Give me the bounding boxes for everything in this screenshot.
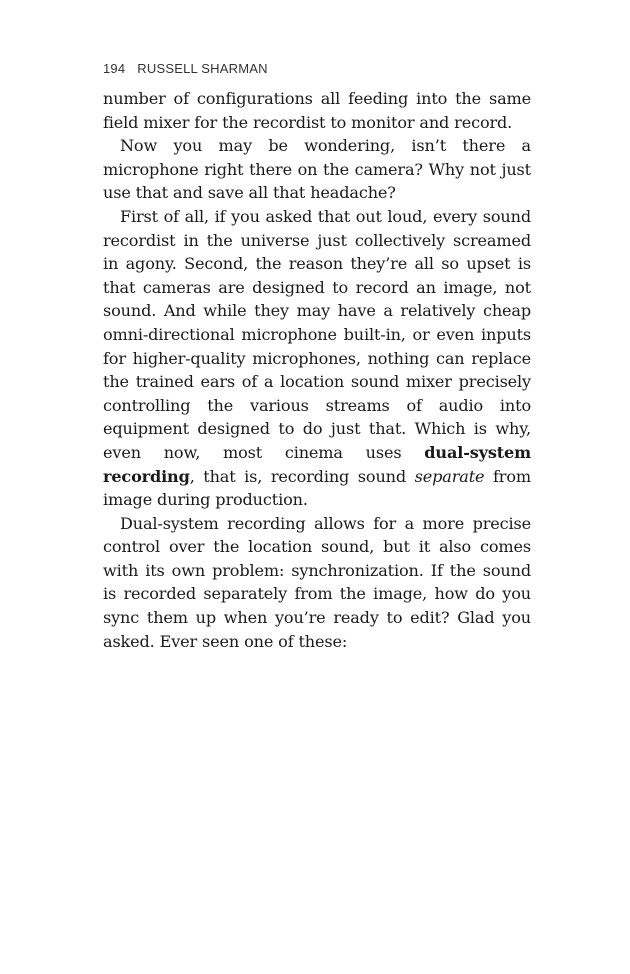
running-head xyxy=(103,61,268,76)
body-text xyxy=(103,87,531,653)
paragraph-continuation xyxy=(103,87,531,134)
paragraph-text: number of configurations all feeding into the same field mixer for the recordist to monitor and record. xyxy=(103,89,531,132)
paragraph xyxy=(103,134,531,205)
paragraph xyxy=(103,205,531,512)
running-head-author: RUSSELL SHARMAN xyxy=(137,61,268,76)
paragraph-text: Dual-system recording allows for a more precise control over the location sound, but it also comes with its own problem: synchronization. If the sound is recorded separately from the image, how do you sync them up when you’re ready to edit? Glad you asked. Ever seen one of these: xyxy=(103,513,531,651)
paragraph-text: First of all, if you asked that out loud, every sound recordist in the universe just collectively screamed in agony. Second, the reason they’re all so upset is that cameras are designed to record an image, not sound. And while they may have a relatively cheap omni-directional microphone built-in, or even inputs for higher-quality microphones, nothing can replace the trained ears of a location sound mixer precisely controlling the various streams of audio into equipment designed to do just that. Which is why, even now, most cinema uses xyxy=(103,206,531,462)
paragraph-text: Now you may be wondering, isn’t there a microphone right there on the camera? Why not just use that and save all that headache? xyxy=(103,136,531,203)
bold-term: dual-system recording xyxy=(103,442,531,486)
page-number: 194 xyxy=(103,61,126,76)
paragraph-text: , that is, recording sound xyxy=(189,466,415,486)
paragraph xyxy=(103,512,531,654)
italic-emphasis: separate xyxy=(414,466,485,486)
paragraph-text: from image during production. xyxy=(103,466,532,510)
